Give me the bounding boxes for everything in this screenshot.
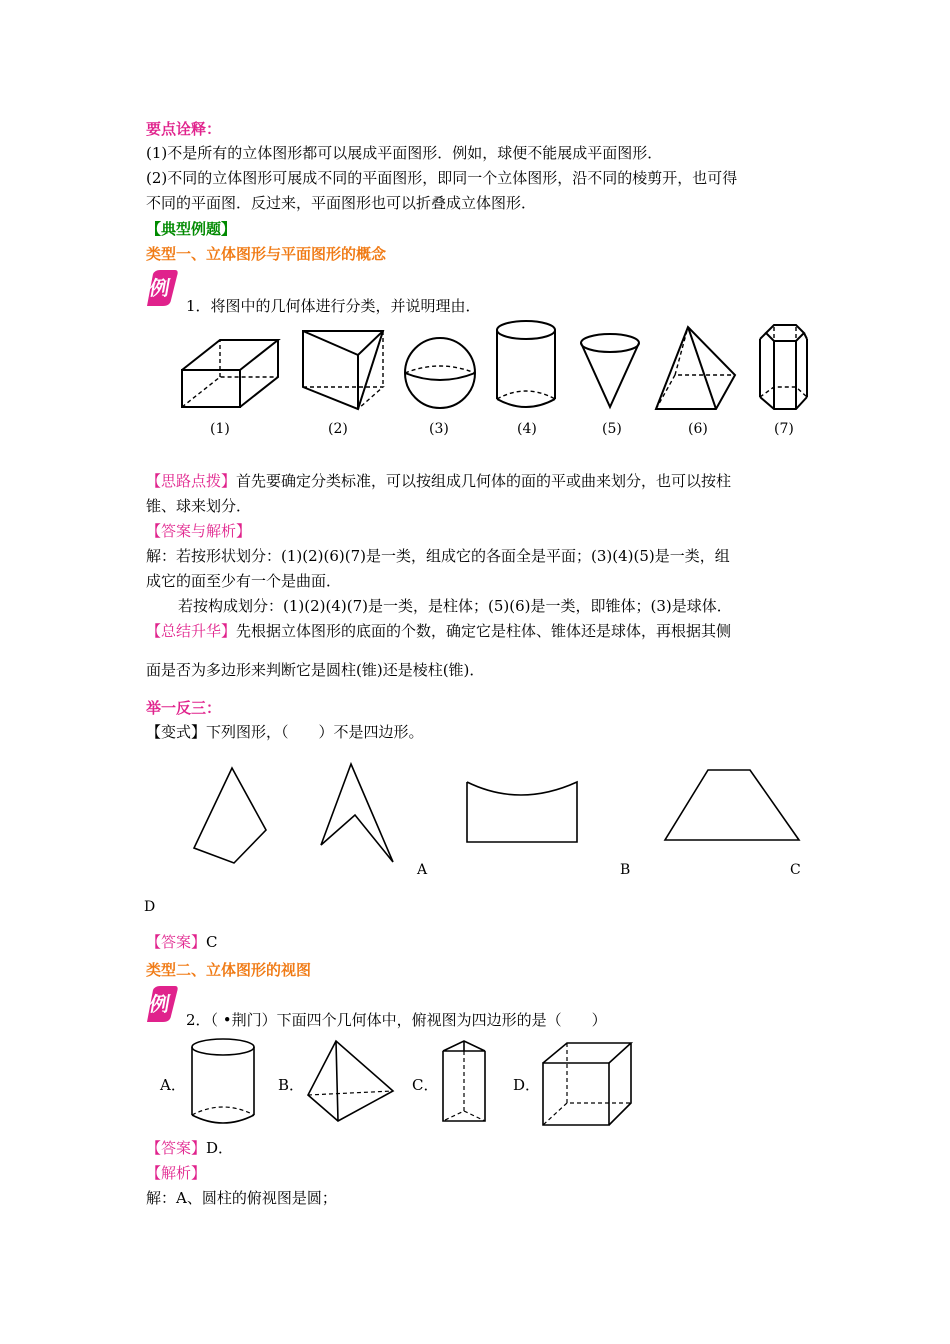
hint-line2: 锥、球来划分． [146, 497, 252, 515]
summary-text: 先根据立体图形的底面的个数，确定它是柱体、锥体还是球体，再根据其侧 [236, 622, 732, 640]
question-1: 1．将图中的几何体进行分类，并说明理由． [186, 297, 481, 315]
answer-analysis-tag: 【答案与解析】 [146, 522, 252, 540]
option-label-b: B [620, 862, 631, 878]
summary-tag: 【总结升华】 [146, 622, 237, 640]
variant-answer-value: C [206, 933, 218, 951]
option-label-d: D [144, 899, 156, 915]
type1-heading: 类型一、立体图形与平面图形的概念 [146, 245, 387, 263]
solid-label-6: (6) [688, 421, 708, 437]
examples-heading: 【典型例题】 [146, 220, 237, 238]
q2-solids-figure [185, 1035, 645, 1130]
example-badge-1-text: 例 [147, 276, 172, 300]
key-point-2-line2: 不同的平面图．反过来，平面图形也可以折叠成立体图形． [146, 194, 537, 212]
q2-answer-value: D． [206, 1139, 234, 1157]
variant-answer [146, 932, 218, 952]
summary-line1 [146, 621, 731, 641]
summary-line2: 面是否为多边形来判断它是圆柱(锥)还是棱柱(锥)． [146, 661, 485, 679]
solid-label-7: (7) [774, 421, 794, 437]
variant-answer-tag: 【答案】 [146, 933, 207, 951]
q2-answer-tag: 【答案】 [146, 1139, 207, 1157]
practice-heading: 举一反三： [146, 699, 222, 717]
key-point-2-line1: (2)不同的立体图形可展成不同的平面图形，即同一个立体图形，沿不同的棱剪开，也可得 [146, 169, 738, 187]
q2-option-d: D． [513, 1076, 541, 1094]
hint-line1 [146, 471, 731, 491]
q2-option-c: C． [412, 1076, 439, 1094]
key-point-1: (1)不是所有的立体图形都可以展成平面图形．例如，球便不能展成平面图形． [146, 144, 663, 162]
quadrilateral-figures [180, 760, 810, 870]
solid-label-1: (1) [210, 421, 230, 437]
solid-label-3: (3) [429, 421, 449, 437]
hint-tag: 【思路点拨】 [146, 472, 237, 490]
hint-text: 首先要确定分类标准，可以按组成几何体的面的平或曲来划分，也可以按柱 [236, 472, 732, 490]
option-label-c: C [790, 862, 801, 878]
key-points-heading: 要点诠释： [146, 120, 222, 138]
solution-line1: 解：若按形状划分：(1)(2)(6)(7)是一类，组成它的各面全是平面；(3)(4)(5)是一类，组 [146, 547, 730, 565]
q2-option-b: B． [278, 1076, 305, 1094]
solution-line2: 成它的面至少有一个是曲面． [146, 572, 342, 590]
example-badge-2-text: 例 [147, 992, 172, 1016]
solid-label-2: (2) [328, 421, 348, 437]
variant-question: 【变式】下列图形，（ ）不是四边形。 [146, 723, 424, 741]
q2-answer [146, 1138, 233, 1158]
option-label-a: A [417, 862, 428, 878]
solution-line3: 若按构成划分：(1)(2)(4)(7)是一类，是柱体；(5)(6)是一类，即锥体；(3)是球体． [178, 597, 732, 615]
type2-heading: 类型二、立体图形的视图 [146, 961, 312, 979]
q2-option-a: A． [160, 1076, 186, 1094]
solid-label-5: (5) [602, 421, 622, 437]
solid-label-4: (4) [517, 421, 537, 437]
q2-analysis-tag: 【解析】 [146, 1164, 207, 1182]
q2-analysis-text: 解：A、圆柱的俯视图是圆； [146, 1189, 337, 1207]
solids-figure [170, 315, 820, 445]
question-2: 2．（ •荆门）下面四个几何体中，俯视图为四边形的是（ ） [186, 1011, 607, 1029]
